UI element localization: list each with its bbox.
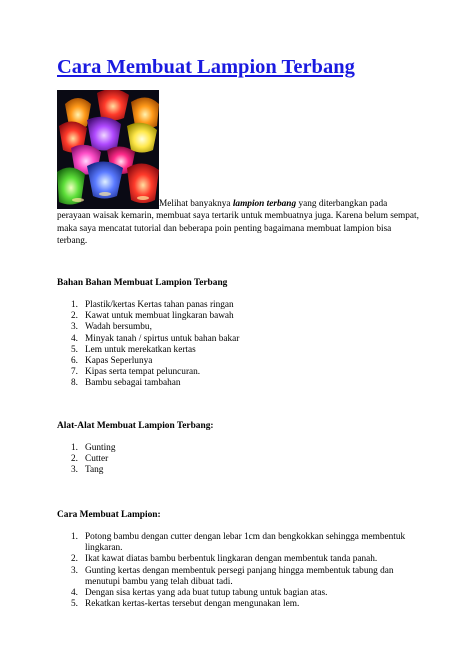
steps-heading: Cara Membuat Lampion: <box>57 510 161 520</box>
intro-text-before: Melihat banyaknya <box>159 199 233 209</box>
list-item: 4. Dengan sisa kertas yang ada buat tutup tabung untuk bagian atas. <box>71 588 328 599</box>
list-item: 3. Tang <box>71 465 104 476</box>
list-item: 2. Ikat kawat diatas bambu berbentuk lingkaran dengan membentuk tanda panah. <box>71 554 378 565</box>
intro-text-after: yang diterbangkan pada perayaan waisak kemarin, membuat saya tertarik untuk membuatnya juga. Karena belum sempat, maka saya mencatat tutorial dan beberapa poin penting bagaimana membuat lampion bisa terbang. <box>57 199 419 247</box>
list-item: 2. Kawat untuk membuat lingkaran bawah <box>71 311 234 322</box>
list-item: 1. Plastik/kertas Kertas tahan panas ringan <box>71 300 234 310</box>
list-item: 7. Kipas serta tempat peluncuran. <box>71 367 201 378</box>
tools-heading: Alat-Alat Membuat Lampion Terbang: <box>57 421 214 431</box>
list-item: 1. Gunting <box>71 443 116 453</box>
list-item: 3. Wadah bersumbu, <box>71 322 152 333</box>
page-title[interactable]: Cara Membuat Lampion Terbang <box>57 56 355 78</box>
list-item: 5. Lem untuk merekatkan kertas <box>71 344 196 355</box>
intro-paragraph <box>57 198 419 248</box>
materials-list <box>57 300 239 390</box>
steps-list <box>57 532 419 610</box>
list-item: 3. Gunting kertas dengan membentuk persegi panjang hingga membentuk tabung dan menutupi bambu yang telah dibuat tadi. <box>71 565 394 587</box>
intro-emphasis: lampion terbang <box>232 199 297 209</box>
list-item: 4. Minyak tanah / spirtus untuk bahan bakar <box>71 333 240 344</box>
list-item: 6. Kapas Seperlunya <box>71 356 153 367</box>
materials-heading: Bahan Bahan Membuat Lampion Terbang <box>57 278 228 288</box>
list-item: 1. Potong bambu dengan cutter dengan lebar 1cm dan bengkokkan sehingga membentuk lingkaran. <box>71 532 406 554</box>
list-item: 5. Rekatkan kertas-kertas tersebut dengan mengunakan lem. <box>71 599 300 610</box>
lantern-photo <box>57 90 159 209</box>
list-item: 2. Cutter <box>71 454 109 465</box>
list-item: 8. Bambu sebagai tambahan <box>71 378 181 389</box>
tools-list <box>57 443 115 477</box>
